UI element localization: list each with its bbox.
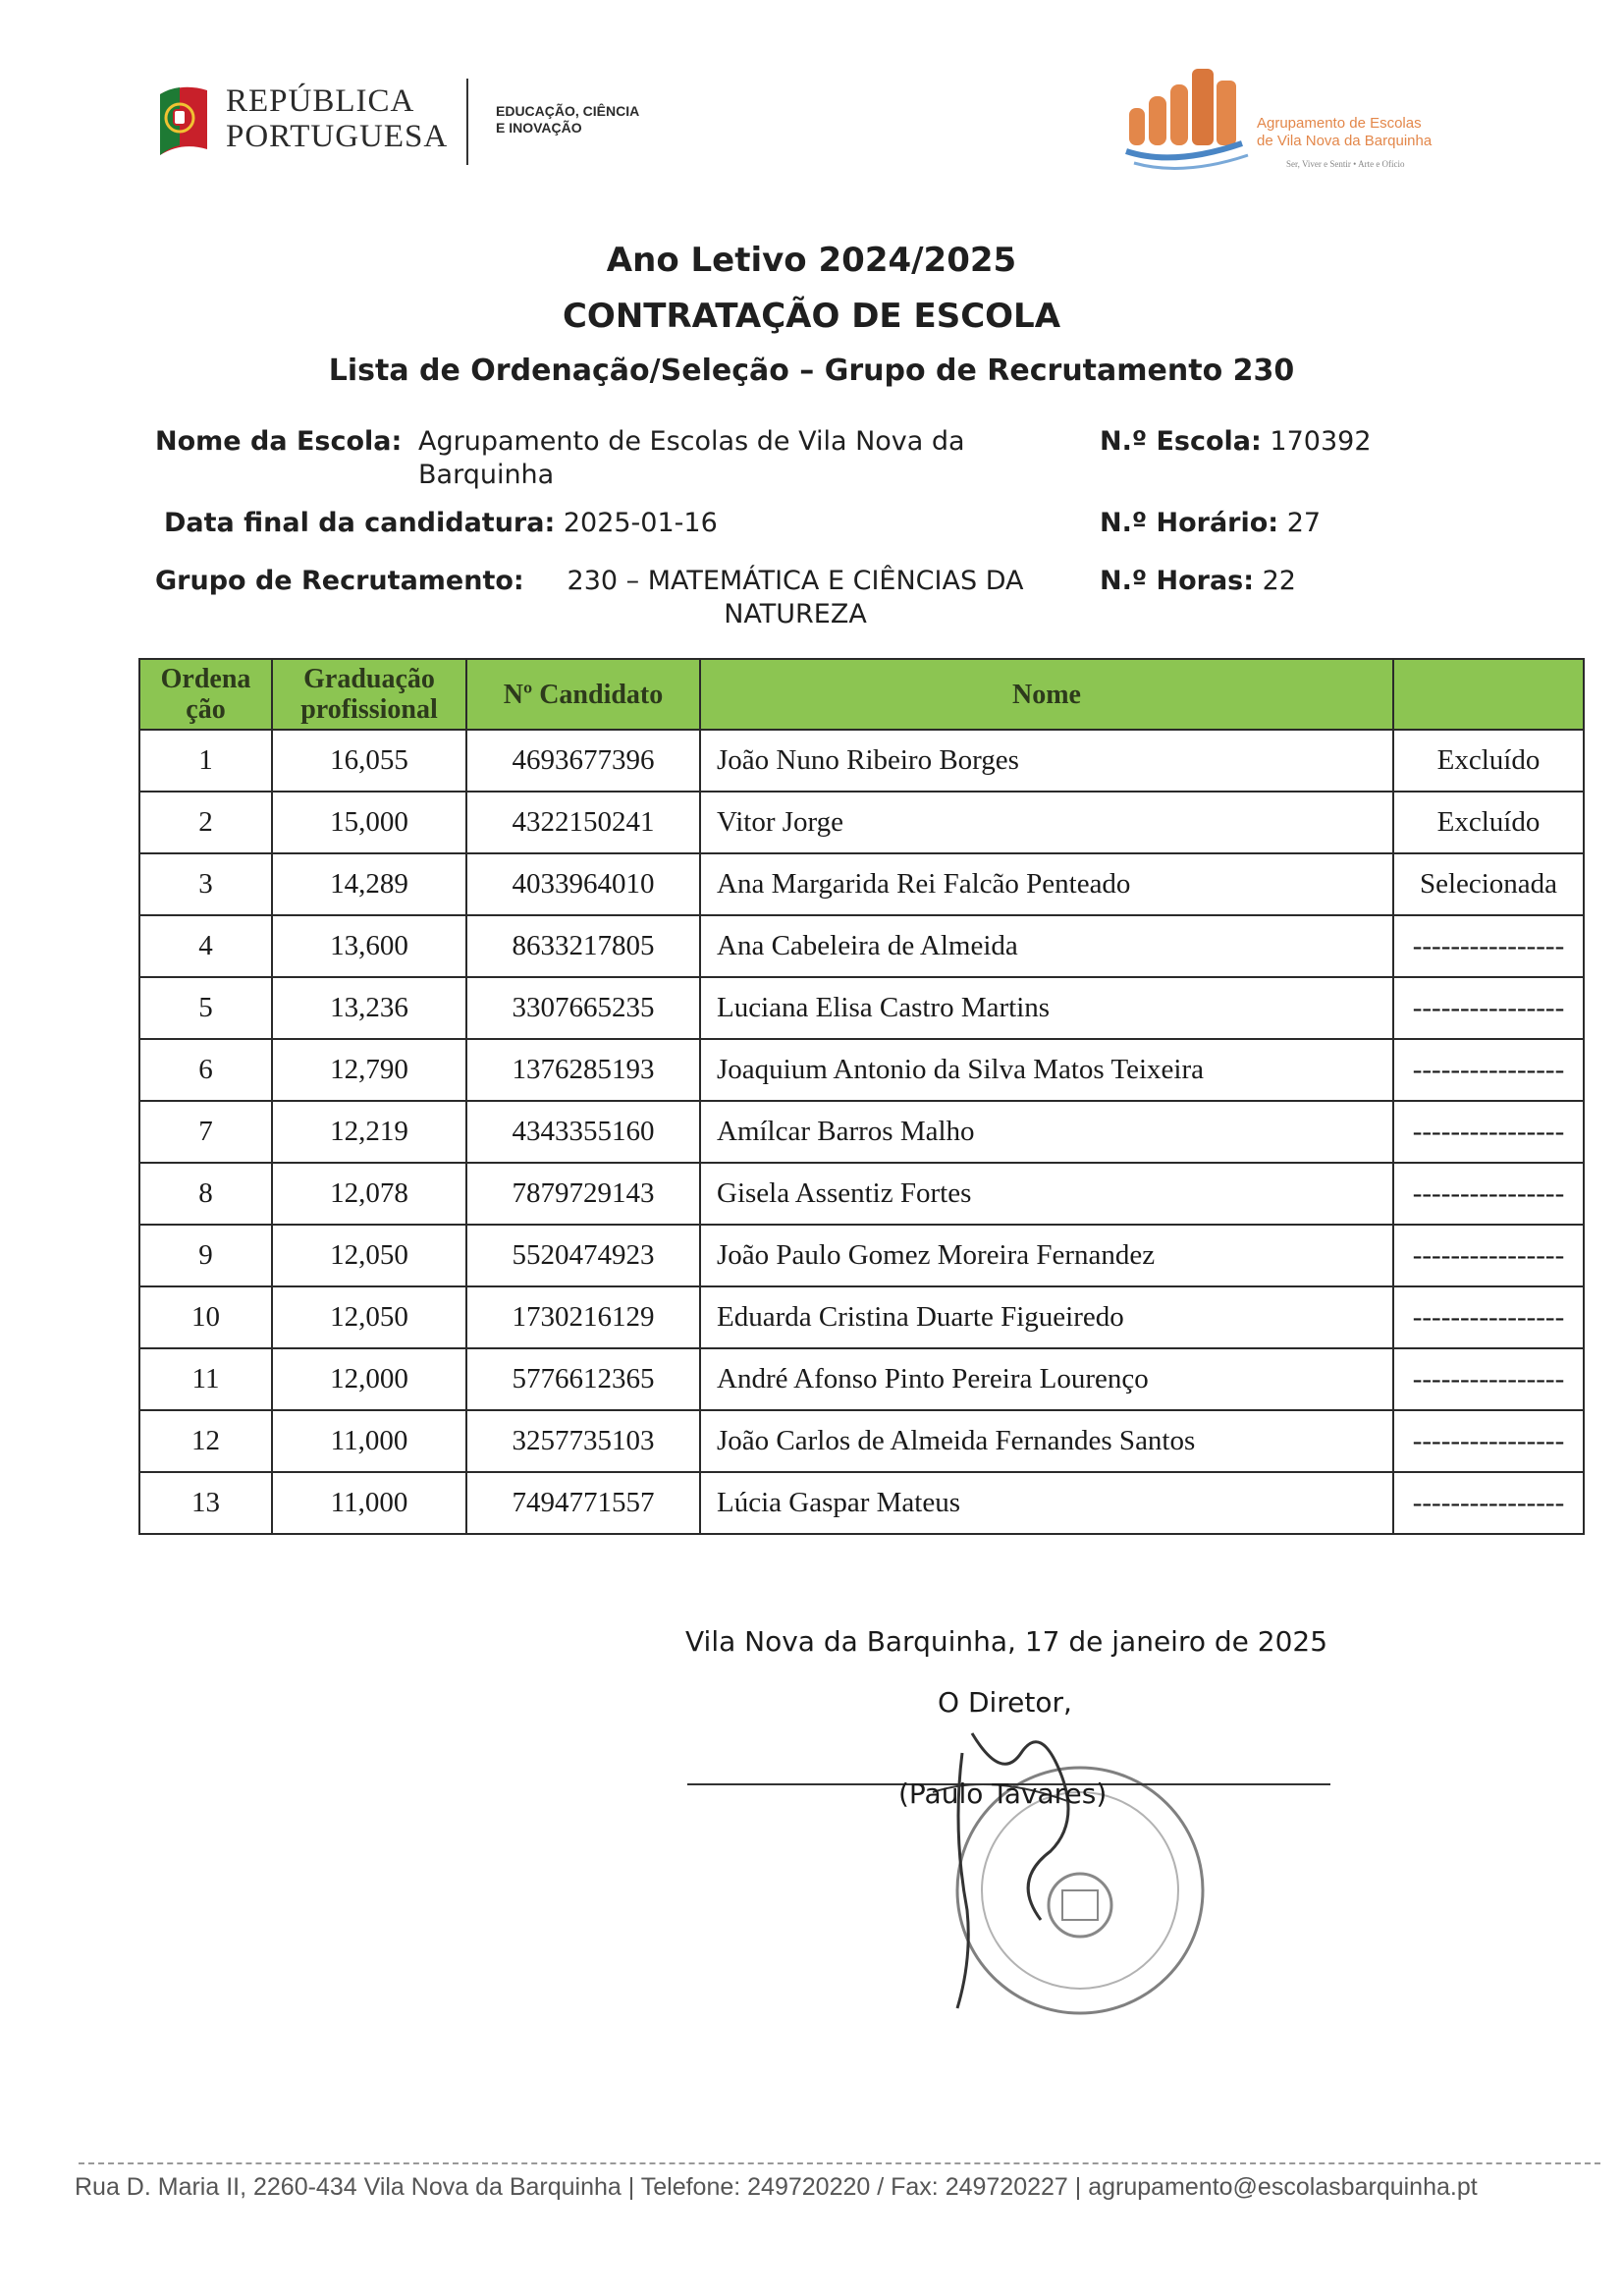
cell-nome: João Carlos de Almeida Fernandes Santos	[700, 1410, 1393, 1472]
cell-graduacao: 12,000	[272, 1348, 466, 1410]
table-row	[139, 1286, 1584, 1348]
column-header-nome: Nome	[700, 659, 1393, 730]
official-stamp-icon	[913, 1714, 1227, 2038]
cell-candidato: 8633217805	[466, 915, 700, 977]
table-row	[139, 853, 1584, 915]
cell-nome: Joaquium Antonio da Silva Matos Teixeira	[700, 1039, 1393, 1101]
table-row	[139, 1410, 1584, 1472]
school-emblem-icon	[1114, 61, 1262, 184]
director-label: O Diretor,	[938, 1686, 1072, 1719]
school-name-value: Agrupamento de Escolas de Vila Nova da Barquinha	[418, 426, 965, 490]
cell-nome: Vitor Jorge	[700, 792, 1393, 853]
cell-estado: ----------------	[1393, 977, 1584, 1039]
schedule-number-label: N.º Horário:	[1100, 508, 1279, 538]
school-number-label: N.º Escola:	[1100, 426, 1262, 457]
cell-estado: ----------------	[1393, 1286, 1584, 1348]
cell-ordenacao: 4	[139, 915, 272, 977]
cell-candidato: 4343355160	[466, 1101, 700, 1163]
ministry-line-1: EDUCAÇÃO, CIÊNCIA	[496, 103, 640, 119]
cell-graduacao: 15,000	[272, 792, 466, 853]
table-body	[139, 730, 1584, 1534]
cell-graduacao: 12,050	[272, 1225, 466, 1286]
cell-ordenacao: 11	[139, 1348, 272, 1410]
schedule-number-field	[1100, 507, 1321, 540]
cell-candidato: 5520474923	[466, 1225, 700, 1286]
hours-field	[1100, 565, 1296, 598]
cell-candidato: 4322150241	[466, 792, 700, 853]
cell-estado: ----------------	[1393, 1348, 1584, 1410]
table-row	[139, 1163, 1584, 1225]
cell-estado: ----------------	[1393, 1225, 1584, 1286]
column-header-candidato: Nº Candidato	[466, 659, 700, 730]
deadline-value: 2025-01-16	[563, 508, 718, 538]
cell-graduacao: 13,236	[272, 977, 466, 1039]
cell-nome: Eduarda Cristina Duarte Figueiredo	[700, 1286, 1393, 1348]
cell-candidato: 4033964010	[466, 853, 700, 915]
deadline-label: Data final da candidatura:	[164, 508, 556, 538]
director-name: (Paulo Tavares)	[898, 1777, 1108, 1810]
cell-ordenacao: 10	[139, 1286, 272, 1348]
ministry-line-2: E INOVAÇÃO	[496, 120, 582, 136]
table-row	[139, 730, 1584, 792]
cell-estado: Excluído	[1393, 730, 1584, 792]
cell-graduacao: 14,289	[272, 853, 466, 915]
cell-nome: Lúcia Gaspar Mateus	[700, 1472, 1393, 1534]
cell-estado: ----------------	[1393, 1163, 1584, 1225]
table-row	[139, 1225, 1584, 1286]
column-header-graduacao: Graduação profissional	[272, 659, 466, 730]
cell-ordenacao: 9	[139, 1225, 272, 1286]
cell-graduacao: 12,078	[272, 1163, 466, 1225]
cell-candidato: 7879729143	[466, 1163, 700, 1225]
table-header-row	[139, 659, 1584, 730]
cell-ordenacao: 6	[139, 1039, 272, 1101]
column-header-ordenacao: Ordena ção	[139, 659, 272, 730]
school-logo-tagline: Ser, Viver e Sentir • Arte e Ofício	[1286, 159, 1405, 169]
cell-estado: ----------------	[1393, 1472, 1584, 1534]
school-address: Rua D. Maria II, 2260-434 Vila Nova da Barquinha | Telefone: 249720220 / Fax: 249720227 | agrupamento@escolasbarquinha.pt	[75, 2173, 1478, 2201]
document-subtitle: Lista de Ordenação/Seleção – Grupo de Recrutamento 230	[328, 354, 1295, 388]
table-row	[139, 1039, 1584, 1101]
cell-nome: André Afonso Pinto Pereira Lourenço	[700, 1348, 1393, 1410]
cell-graduacao: 12,050	[272, 1286, 466, 1348]
cell-graduacao: 11,000	[272, 1410, 466, 1472]
cell-candidato: 3257735103	[466, 1410, 700, 1472]
cell-estado: ----------------	[1393, 1410, 1584, 1472]
table-row	[139, 1472, 1584, 1534]
cell-estado: ----------------	[1393, 1101, 1584, 1163]
table-row	[139, 977, 1584, 1039]
cell-graduacao: 13,600	[272, 915, 466, 977]
table-row	[139, 792, 1584, 853]
deadline-field	[164, 507, 718, 540]
cell-estado: ----------------	[1393, 915, 1584, 977]
cell-nome: Gisela Assentiz Fortes	[700, 1163, 1393, 1225]
table-row	[139, 915, 1584, 977]
school-number-value: 170392	[1270, 426, 1372, 457]
logo-divider	[466, 79, 468, 165]
cell-candidato: 3307665235	[466, 977, 700, 1039]
cell-nome: João Nuno Ribeiro Borges	[700, 730, 1393, 792]
school-name-label: Nome da Escola:	[155, 426, 403, 457]
portuguesa-line: PORTUGUESA	[226, 119, 449, 154]
ranking-table	[138, 658, 1585, 1535]
cell-estado: Excluído	[1393, 792, 1584, 853]
cell-candidato: 1730216129	[466, 1286, 700, 1348]
schedule-number-value: 27	[1286, 508, 1322, 538]
recruitment-group-value: 230 – MATEMÁTICA E CIÊNCIAS DA NATUREZA	[567, 566, 1024, 629]
cell-graduacao: 12,219	[272, 1101, 466, 1163]
table-row	[139, 1101, 1584, 1163]
portugal-flag-icon	[152, 81, 215, 163]
cell-nome: Ana Margarida Rei Falcão Penteado	[700, 853, 1393, 915]
school-year-title: Ano Letivo 2024/2025	[606, 241, 1017, 280]
cell-graduacao: 12,790	[272, 1039, 466, 1101]
recruitment-group-label: Grupo de Recrutamento:	[155, 566, 524, 596]
cell-estado: ----------------	[1393, 1039, 1584, 1101]
cell-ordenacao: 3	[139, 853, 272, 915]
cell-ordenacao: 12	[139, 1410, 272, 1472]
cell-ordenacao: 7	[139, 1101, 272, 1163]
cell-estado: Selecionada	[1393, 853, 1584, 915]
school-logo-line-1: Agrupamento de Escolas	[1257, 115, 1422, 132]
cell-nome: Ana Cabeleira de Almeida	[700, 915, 1393, 977]
cell-graduacao: 11,000	[272, 1472, 466, 1534]
document-title: CONTRATAÇÃO DE ESCOLA	[562, 297, 1061, 336]
hours-label: N.º Horas:	[1100, 566, 1255, 596]
cell-nome: João Paulo Gomez Moreira Fernandez	[700, 1225, 1393, 1286]
cell-graduacao: 16,055	[272, 730, 466, 792]
table-row	[139, 1348, 1584, 1410]
cell-nome: Luciana Elisa Castro Martins	[700, 977, 1393, 1039]
cell-ordenacao: 13	[139, 1472, 272, 1534]
cell-ordenacao: 5	[139, 977, 272, 1039]
cell-nome: Amílcar Barros Malho	[700, 1101, 1393, 1163]
cell-ordenacao: 2	[139, 792, 272, 853]
column-header-estado	[1393, 659, 1584, 730]
footer-divider	[79, 2162, 1600, 2165]
cell-ordenacao: 1	[139, 730, 272, 792]
school-number-field	[1100, 425, 1372, 459]
cell-candidato: 5776612365	[466, 1348, 700, 1410]
school-logo-line-2: de Vila Nova da Barquinha	[1257, 133, 1433, 149]
hours-value: 22	[1262, 566, 1296, 596]
republica-line: REPÚBLICA	[226, 83, 415, 119]
republica-portuguesa-logo	[147, 74, 648, 172]
cell-ordenacao: 8	[139, 1163, 272, 1225]
cell-candidato: 7494771557	[466, 1472, 700, 1534]
agrupamento-logo	[1114, 61, 1507, 184]
cell-candidato: 4693677396	[466, 730, 700, 792]
place-and-date: Vila Nova da Barquinha, 17 de janeiro de 2025	[685, 1625, 1328, 1658]
cell-candidato: 1376285193	[466, 1039, 700, 1101]
